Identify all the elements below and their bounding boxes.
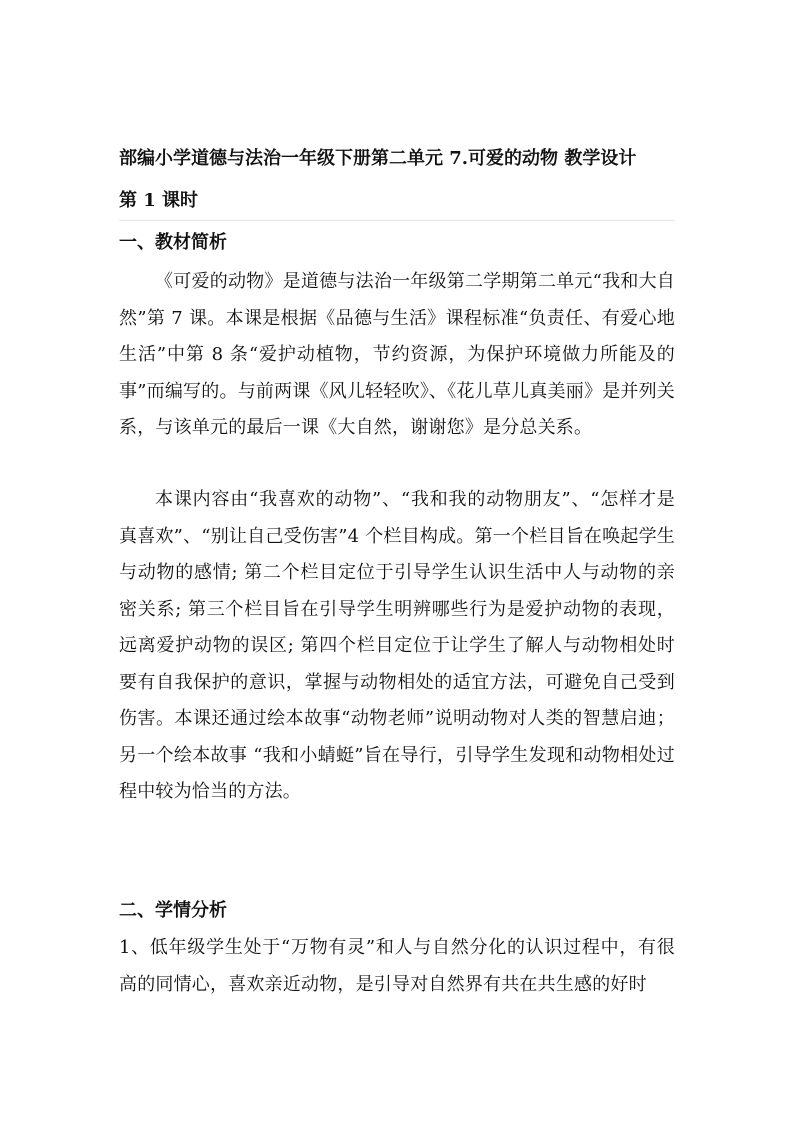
paragraph-textbook-intro: 《可爱的动物》是道德与法治一年级第二学期第二单元“我和大自然”第 7 课。本课是根据《品德与生活》课程标准“负责任、有爱心地生活”中第 8 条“爱护动植物，节约资源，为保护环境做力所能及的事”而编写的。与前两课《风儿轻轻吹》、《花儿草儿真美丽》是并列关系，与该单元的最后一课《大自然，谢谢您》是分总关系。 bbox=[119, 271, 675, 438]
header-divider bbox=[119, 220, 675, 221]
paragraph-textbook-columns: 本课内容由“我喜欢的动物”、“我和我的动物朋友”、“怎样才是真喜欢”、“别让自己受伤害”4 个栏目构成。第一个栏目旨在唤起学生与动物的感情; 第二个栏目定位于引导学生认识生活中人与动物的亲密关系; 第三个栏目旨在引导学生明辨哪些行为是爱护动物的表现，远离爱护动物的误区; 第四个栏目定位于让学生了解人与动物相处时要有自我保护的意识，掌握与动物相处的适宜方法，可避免自己受到伤害。本课还通过绘本故事“动物老师”说明动物对人类的智慧启迪；另一个绘本故事 “我和小蜻蜓”旨在导行，引导学生发现和动物相处过程中较为恰当的方法。 bbox=[119, 489, 675, 802]
paragraph-student-analysis: 1、低年级学生处于“万物有灵”和人与自然分化的认识过程中，有很高的同情心，喜欢亲近动物，是引导对自然界有共在共生感的好时 bbox=[119, 937, 675, 995]
section-heading-student-analysis: 二、学情分析 bbox=[119, 900, 227, 921]
lesson-period: 第 1 课时 bbox=[119, 190, 199, 211]
section-heading-textbook-analysis: 一、教材简析 bbox=[119, 232, 227, 253]
document-title: 部编小学道德与法治一年级下册第二单元 7.可爱的动物 教学设计 bbox=[119, 148, 637, 169]
